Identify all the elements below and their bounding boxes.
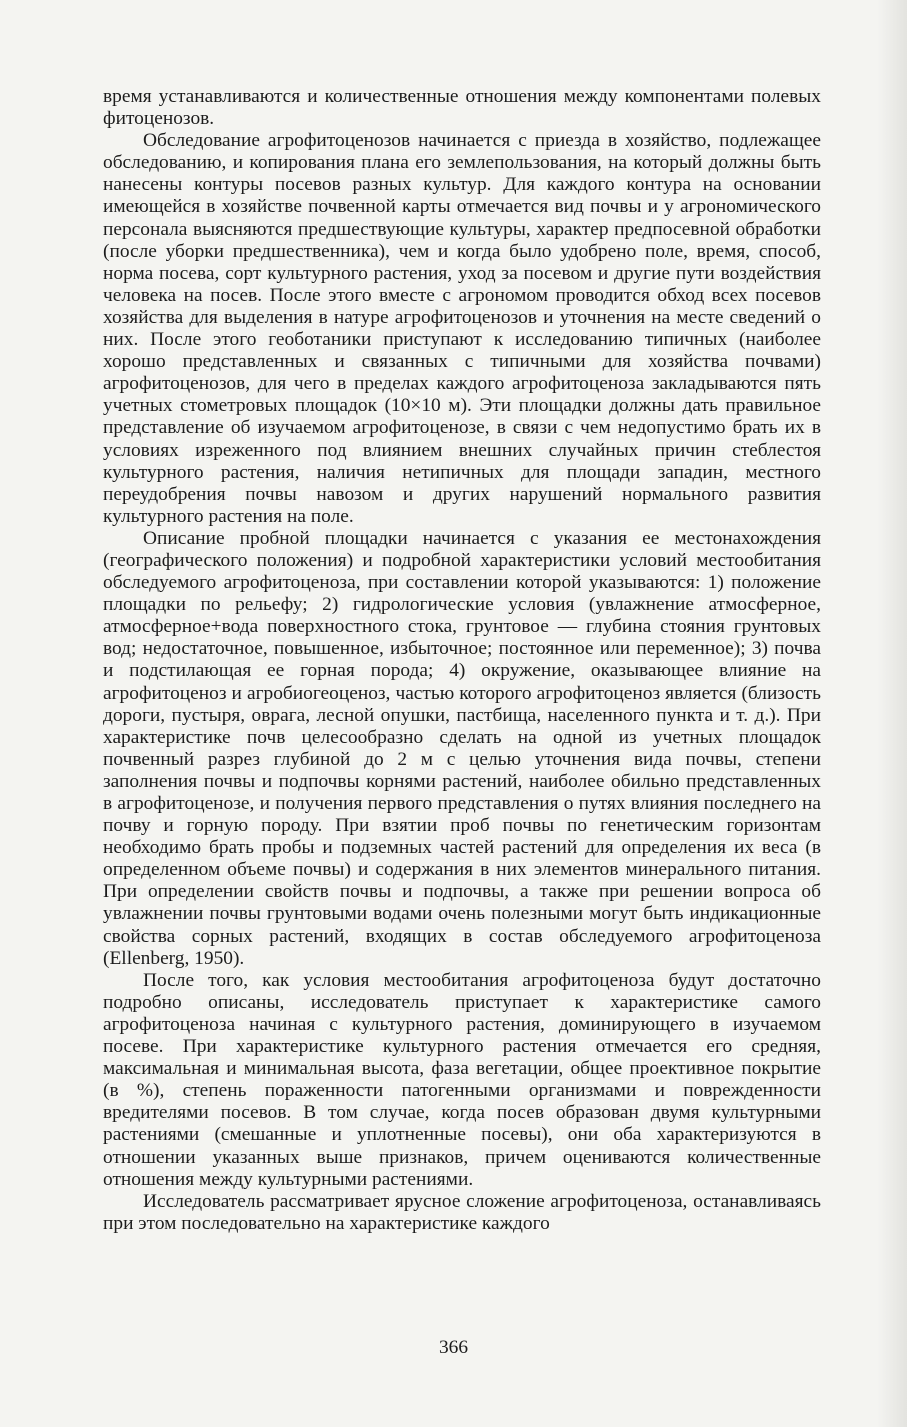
page-number: 366	[438, 1337, 469, 1358]
paragraph-continuation: время устанавливаются и количественные отношения между компонентами полевых фитоценозов.	[103, 86, 821, 130]
page-edge-shadow	[877, 0, 907, 1427]
paragraph-layer-structure: Исследователь рассматривает ярусное сложение агрофитоценоза, останавливаясь при этом последовательно на характеристике каждого	[103, 1190, 821, 1234]
paragraph-survey-start: Обследование агрофитоценозов начинается с приезда в хозяйство, подлежащее обследованию, и копирования плана его землепользования, на который должны быть нанесены контуры посевов разных культур. Для каждого контура на основании имеющейся в хозяйстве почвенной карты отмечается вид почвы и у агрономического персонала выясняются предшествующие культуры, характер предпосевной обработки (после уборки предшественника), чем и когда было удобрено поле, время, способ, норма посева, сорт культурного растения, уход за посевом и другие пути воздействия человека на посев. После этого вместе с агрономом проводится обход всех посевов хозяйства для выделения в натуре агрофитоценозов и уточнения на месте сведений о них. После этого геоботаники приступают к исследованию типичных (наиболее хорошо представленных и связанных с типичными для хозяйства почвами) агрофитоценозов, для чего в пределах каждого агрофитоценоза закладываются пять учетных стометровых площадок (10×10 м). Эти площадки должны дать правильное представление об изучаемом агрофитоценозе, в связи с чем недопустимо брать их в условиях изреженного под влиянием внешних случайных причин стеблестоя культурного растения, наличия нетипичных для площади западин, местного переудобрения почвы навозом и других нарушений нормального развития культурного растения на поле.	[103, 130, 821, 527]
paragraph-plot-description: Описание пробной площадки начинается с указания ее местонахождения (географического положения) и подробной характеристики условий местообитания обследуемого агрофитоценоза, при составлении которой указываются: 1) положение площадки по рельефу; 2) гидрологические условия (увлажнение атмосферное, атмосферное+вода поверхностного стока, грунтовое — глубина стояния грунтовых вод; недостаточное, повышенное, избыточное; постоянное или переменное); 3) почва и подстилающая ее горная порода; 4) окружение, оказывающее влияние на агрофитоценоз и агробиогеоценоз, частью которого агрофитоценоз является (близость дороги, пустыря, оврага, лесной опушки, пастбища, населенного пункта и т. д.). При характеристике почв целесообразно сделать на одной из учетных площадок почвенный разрез глубиной до 2 м с целью уточнения вида почвы, степени заполнения почвы и подпочвы корнями растений, наиболее обильно представленных в агрофитоценозе, и получения первого представления о путях влияния последнего на почву и горную породу. При взятии проб почвы по генетическим горизонтам необходимо брать пробы и подземных частей растений для определения их веса (в определенном объеме почвы) и содержания в них элементов минерального питания. При определении свойств почвы и подпочвы, а также при решении вопроса об увлажнении почвы грунтовыми водами очень полезными могут быть индикационные свойства сорных растений, входящих в состав обследуемого агрофитоценоза (Ellenberg, 1950).	[103, 527, 821, 969]
page-text	[103, 86, 821, 1235]
paragraph-crop-characteristics: После того, как условия местообитания агрофитоценоза будут достаточно подробно описаны, исследователь приступает к характеристике самого агрофитоценоза начиная с культурного растения, доминирующего в изучаемом посеве. При характеристике культурного растения отмечается его средняя, максимальная и минимальная высота, фаза вегетации, общее проективное покрытие (в %), степень пораженности патогенными организмами и поврежденности вредителями посевов. В том случае, когда посев образован двумя культурными растениями (смешанные и уплотненные посевы), они оба характеризуются в отношении указанных выше признаков, причем оцениваются количественные отношения между культурными растениями.	[103, 969, 821, 1190]
